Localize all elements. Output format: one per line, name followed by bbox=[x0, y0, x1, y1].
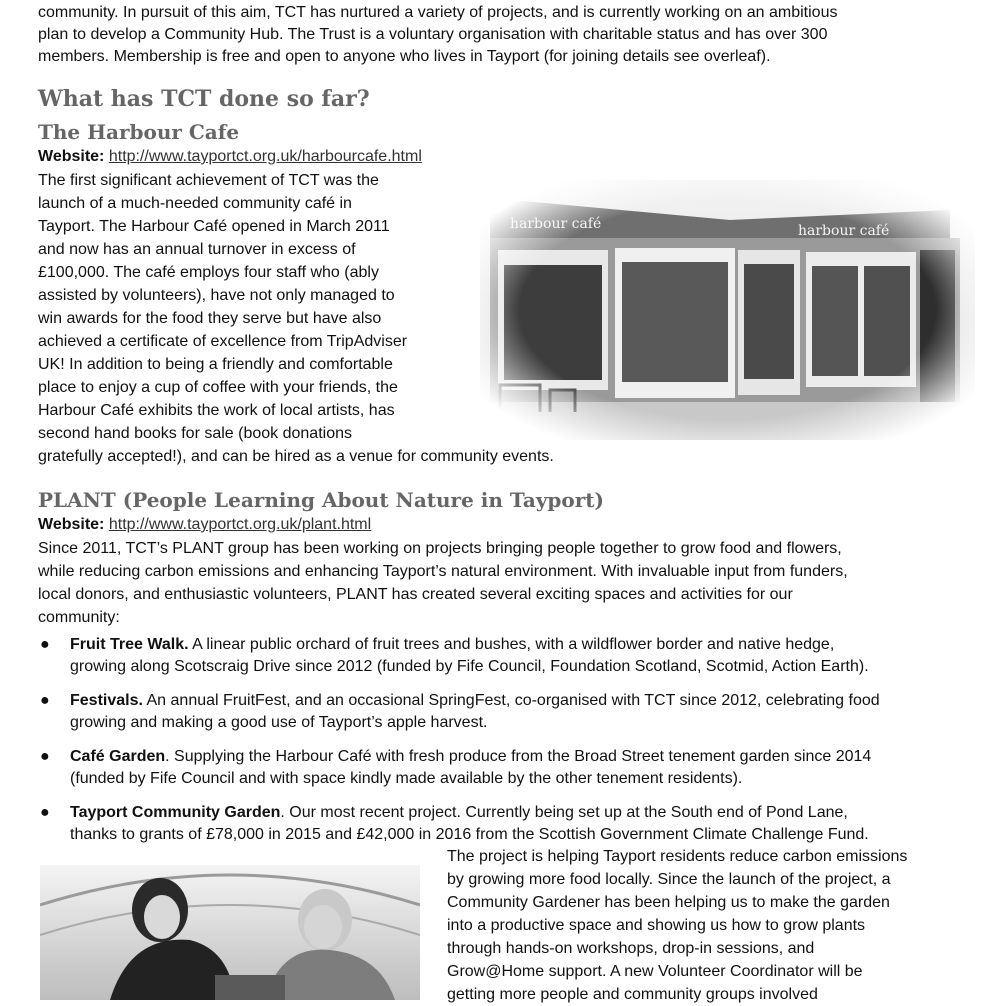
bullet-title: Fruit Tree Walk. bbox=[70, 636, 189, 653]
plant-website-label: Website: bbox=[38, 516, 105, 533]
bullet-dot-icon: ● bbox=[40, 692, 50, 709]
garden-workshop-photo bbox=[40, 865, 420, 1000]
cafe-line: £100,000. The café employs four staff who (ably bbox=[38, 264, 379, 281]
cafe-line: and now has an annual turnover in excess of bbox=[38, 241, 356, 258]
harbour-cafe-photo bbox=[480, 180, 975, 440]
plant-line: Since 2011, TCT’s PLANT group has been working on projects bringing people together to grow food and flowers, bbox=[38, 540, 842, 557]
garden-line: Grow@Home support. A new Volunteer Coordinator will be bbox=[447, 963, 863, 980]
cafe-heading: The Harbour Cafe bbox=[38, 120, 240, 144]
plant-bullet-list bbox=[38, 634, 968, 858]
bullet-text: A linear public orchard of fruit trees and bushes, with a wildflower border and native hedge, bbox=[188, 636, 835, 653]
bullet-community-garden bbox=[38, 802, 968, 846]
cafe-line: UK! In addition to being a friendly and comfortable bbox=[38, 356, 393, 373]
bullet-title: Tayport Community Garden bbox=[70, 804, 281, 821]
bullet-dot-icon: ● bbox=[40, 636, 50, 653]
bullet-dot-icon: ● bbox=[40, 748, 50, 765]
bullet-festivals bbox=[38, 690, 968, 734]
cafe-website-link[interactable]: http://www.tayportct.org.uk/harbourcafe.html bbox=[108, 148, 422, 165]
cafe-final-line: gratefully accepted!), and can be hired as a venue for community events. bbox=[38, 448, 554, 465]
plant-line: local donors, and enthusiastic volunteers, PLANT has created several exciting spaces and activities for our bbox=[38, 586, 793, 603]
cafe-line: place to enjoy a cup of coffee with your friends, the bbox=[38, 379, 398, 396]
bullet-cafe-garden bbox=[38, 746, 968, 790]
garden-line: getting more people and community groups involved bbox=[447, 986, 818, 1003]
cafe-line: Harbour Café exhibits the work of local artists, has bbox=[38, 402, 395, 419]
cafe-line: second hand books for sale (book donations bbox=[38, 425, 352, 442]
garden-workshop-illustration bbox=[40, 865, 420, 1000]
bullet-text: . Supplying the Harbour Café with fresh produce from the Broad Street tenement garden since 2014 bbox=[165, 748, 872, 765]
bullet-text-2: thanks to grants of £78,000 in 2015 and £42,000 in 2016 from the Scottish Government Climate Challenge Fund. bbox=[70, 826, 869, 843]
intro-line-2: plan to develop a Community Hub. The Trust is a voluntary organisation with charitable status and has over 300 bbox=[38, 26, 828, 43]
plant-website bbox=[38, 514, 371, 536]
cafe-line: launch of a much-needed community café in bbox=[38, 195, 352, 212]
garden-line: by growing more food locally. Since the launch of the project, a bbox=[447, 871, 891, 888]
bullet-text-2: (funded by Fife Council and with space kindly made available by the other tenement residents). bbox=[70, 770, 743, 787]
garden-line: into a productive space and showing us how to grow plants bbox=[447, 917, 866, 934]
plant-line: community: bbox=[38, 609, 120, 626]
plant-website-link[interactable]: http://www.tayportct.org.uk/plant.html bbox=[108, 516, 372, 533]
plant-heading: PLANT (People Learning About Nature in Tayport) bbox=[38, 488, 604, 512]
garden-line: The project is helping Tayport residents reduce carbon emissions bbox=[447, 848, 908, 865]
cafe-website-label: Website: bbox=[38, 148, 105, 165]
garden-line: Community Gardener has been helping us to make the garden bbox=[447, 894, 890, 911]
cafe-line: Tayport. The Harbour Café opened in March 2011 bbox=[38, 218, 390, 235]
garden-line: through hands-on workshops, drop-in sessions, and bbox=[447, 940, 815, 957]
bullet-text: An annual FruitFest, and an occasional SpringFest, co-organised with TCT since 2012, celebrating food bbox=[142, 692, 880, 709]
bullet-text: . Our most recent project. Currently being set up at the South end of Pond Lane, bbox=[280, 804, 848, 821]
intro-line-1: community. In pursuit of this aim, TCT has nurtured a variety of projects, and is currently working on an ambitious bbox=[38, 4, 838, 21]
harbour-cafe-illustration bbox=[480, 180, 975, 440]
cafe-line: The first significant achievement of TCT was the bbox=[38, 172, 379, 189]
intro-line-3: members. Membership is free and open to anyone who lives in Tayport (for joining details see overleaf). bbox=[38, 48, 771, 65]
section-heading: What has TCT done so far? bbox=[38, 86, 370, 112]
plant-line: while reducing carbon emissions and enhancing Tayport’s natural environment. With invaluable input from funders, bbox=[38, 563, 848, 580]
cafe-line: achieved a certificate of excellence from TripAdviser bbox=[38, 333, 408, 350]
cafe-website bbox=[38, 146, 422, 168]
bullet-dot-icon: ● bbox=[40, 804, 50, 821]
bullet-text-2: growing and making a good use of Tayport’s apple harvest. bbox=[70, 714, 488, 731]
bullet-title: Festivals. bbox=[70, 692, 143, 709]
bullet-text-2: growing along Scotscraig Drive since 2012 (funded by Fife Council, Foundation Scotland, Scotmid, Action Earth). bbox=[70, 658, 869, 675]
bullet-title: Café Garden bbox=[70, 748, 166, 765]
cafe-line: win awards for the food they serve but have also bbox=[38, 310, 382, 327]
bullet-fruit-tree-walk bbox=[38, 634, 968, 678]
cafe-line: assisted by volunteers), have not only managed to bbox=[38, 287, 395, 304]
